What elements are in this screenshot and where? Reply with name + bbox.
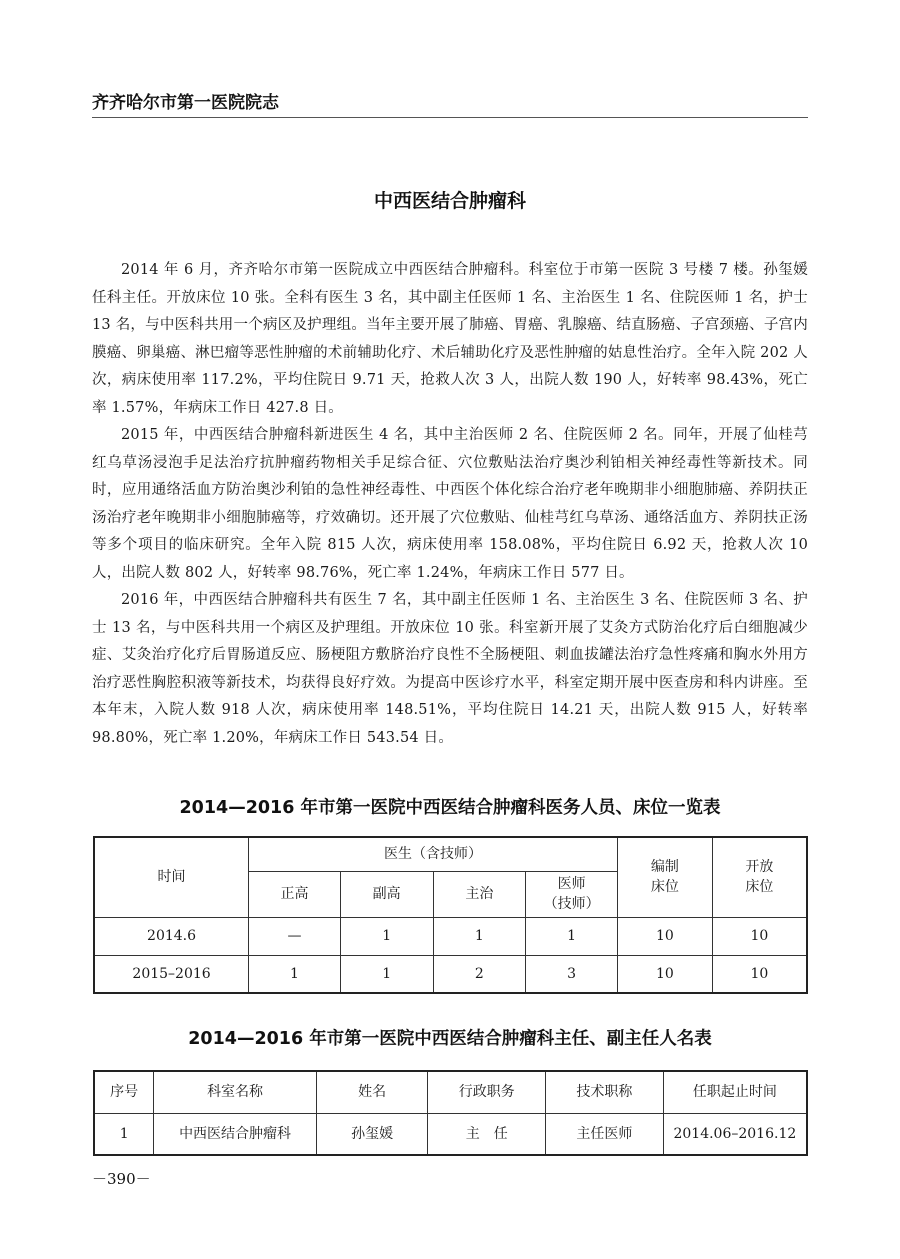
staff-beds-table	[93, 836, 808, 994]
header-time: 时间	[94, 837, 249, 917]
header-planned-beds-line1: 编制	[650, 859, 679, 876]
header-physician-line1: 医师	[557, 876, 586, 892]
header-planned-beds	[618, 837, 713, 917]
header-department: 科室名称	[154, 1071, 316, 1113]
header-open-beds	[712, 837, 807, 917]
table-cell: 1	[340, 955, 433, 993]
header-physician	[526, 871, 618, 917]
table-row	[94, 955, 807, 993]
running-header: 齐齐哈尔市第一医院院志	[92, 93, 279, 113]
table-cell: 1	[433, 917, 526, 955]
paragraph-2014: 2014 年 6 月，齐齐哈尔市第一医院成立中西医结合肿瘤科。科室位于市第一医院 3 号楼 7 楼。孙玺媛任科主任。开放床位 10 张。全科有医生 3 名，其中副主任医师 1 名、主治医生 1 名、住院医师 1 名，护士 13 名，与中医科共用一个病区及护理组。当年主要开展了肺癌、胃癌、乳腺癌、结直肠癌、子宫颈癌、子宫内膜癌、卵巢癌、淋巴瘤等恶性肿瘤的术前辅助化疗、术后辅助化疗及恶性肿瘤的姑息性治疗。全年入院 202 人次，病床使用率 117.2%，平均住院日 9.71 天，抢救人次 3 人，出院人数 190 人，好转率 98.43%，死亡率 1.57%，年病床工作日 427.8 日。	[92, 262, 808, 416]
table-cell: 主 任	[428, 1113, 546, 1155]
header-physician-line2: （技师）	[543, 896, 600, 912]
header-open-beds-line2: 床位	[745, 879, 774, 896]
header-name: 姓名	[316, 1071, 428, 1113]
paragraph-2015: 2015 年，中西医结合肿瘤科新进医生 4 名，其中主治医师 2 名、住院医师 2 名。同年，开展了仙桂芎红乌草汤浸泡手足法治疗抗肿瘤药物相关手足综合征、穴位敷贴法治疗奥沙利铂相关神经毒性等新技术。同时，应用通络活血方防治奥沙利铂的急性神经毒性、中西医个体化综合治疗老年晚期非小细胞肺癌、养阴扶正汤治疗老年晚期非小细胞肺癌等，疗效确切。还开展了穴位敷贴、仙桂芎红乌草汤、通络活血方、养阴扶正汤等多个项目的临床研究。全年入院 815 人次，病床使用率 158.08%，平均住院日 6.92 天，抢救人次 10 人，出院人数 802 人，好转率 98.76%，死亡率 1.24%，年病床工作日 577 日。	[92, 427, 808, 581]
section-title: 中西医结合肿瘤科	[373, 190, 526, 212]
table-cell: 3	[526, 955, 618, 993]
header-tech-title: 技术职称	[546, 1071, 664, 1113]
header-index: 序号	[94, 1071, 154, 1113]
header-rule	[92, 117, 808, 118]
header-attending: 主治	[433, 871, 526, 917]
table-cell: 10	[712, 917, 807, 955]
table-cell: 中西医结合肿瘤科	[154, 1113, 316, 1155]
table-cell: 孙玺媛	[316, 1113, 428, 1155]
table-cell: 1	[249, 955, 341, 993]
table-cell: 2014.06–2016.12	[663, 1113, 807, 1155]
body-text	[92, 257, 808, 752]
table-cell: 10	[712, 955, 807, 993]
table-cell: 10	[618, 917, 713, 955]
table-row	[94, 917, 807, 955]
header-vice-senior: 副高	[340, 871, 433, 917]
header-planned-beds-line2: 床位	[650, 879, 679, 896]
directors-table-title: 2014—2016 年市第一医院中西医结合肿瘤科主任、副主任人名表	[188, 1029, 712, 1049]
header-admin-post: 行政职务	[428, 1071, 546, 1113]
table-cell: 1	[94, 1113, 154, 1155]
header-open-beds-line1: 开放	[745, 859, 774, 876]
table-cell: 2014.6	[94, 917, 249, 955]
table-cell: 2015–2016	[94, 955, 249, 993]
table-cell: 主任医师	[546, 1113, 664, 1155]
table-cell: 1	[340, 917, 433, 955]
table-cell: 10	[618, 955, 713, 993]
table-cell: 1	[526, 917, 618, 955]
table-row	[94, 1113, 807, 1155]
paragraph-2016: 2016 年，中西医结合肿瘤科共有医生 7 名，其中副主任医师 1 名、主治医生 3 名、住院医师 3 名、护士 13 名，与中医科共用一个病区及护理组。开放床位 10 张。科室新开展了艾灸方式防治化疗后白细胞减少症、艾灸治疗化疗后胃肠道反应、肠梗阻方敷脐治疗良性不全肠梗阻、刺血拔罐法治疗急性疼痛和胸水外用方治疗恶性胸腔积液等新技术，均获得良好疗效。为提高中医诊疗水平，科室定期开展中医查房和科内讲座。至本年末，入院人数 918 人次，病床使用率 148.51%，平均住院日 14.21 天，出院人数 915 人，好转率 98.80%，死亡率 1.20%，年病床工作日 543.54 日。	[92, 592, 809, 746]
page-number: －390－	[92, 1170, 151, 1188]
directors-table	[93, 1070, 808, 1156]
table-cell: —	[249, 917, 341, 955]
staff-beds-table-title: 2014—2016 年市第一医院中西医结合肿瘤科医务人员、床位一览表	[179, 798, 721, 818]
header-doctors-group: 医生（含技师）	[249, 837, 618, 871]
table-cell: 2	[433, 955, 526, 993]
header-term: 任职起止时间	[663, 1071, 807, 1113]
header-senior: 正高	[249, 871, 341, 917]
